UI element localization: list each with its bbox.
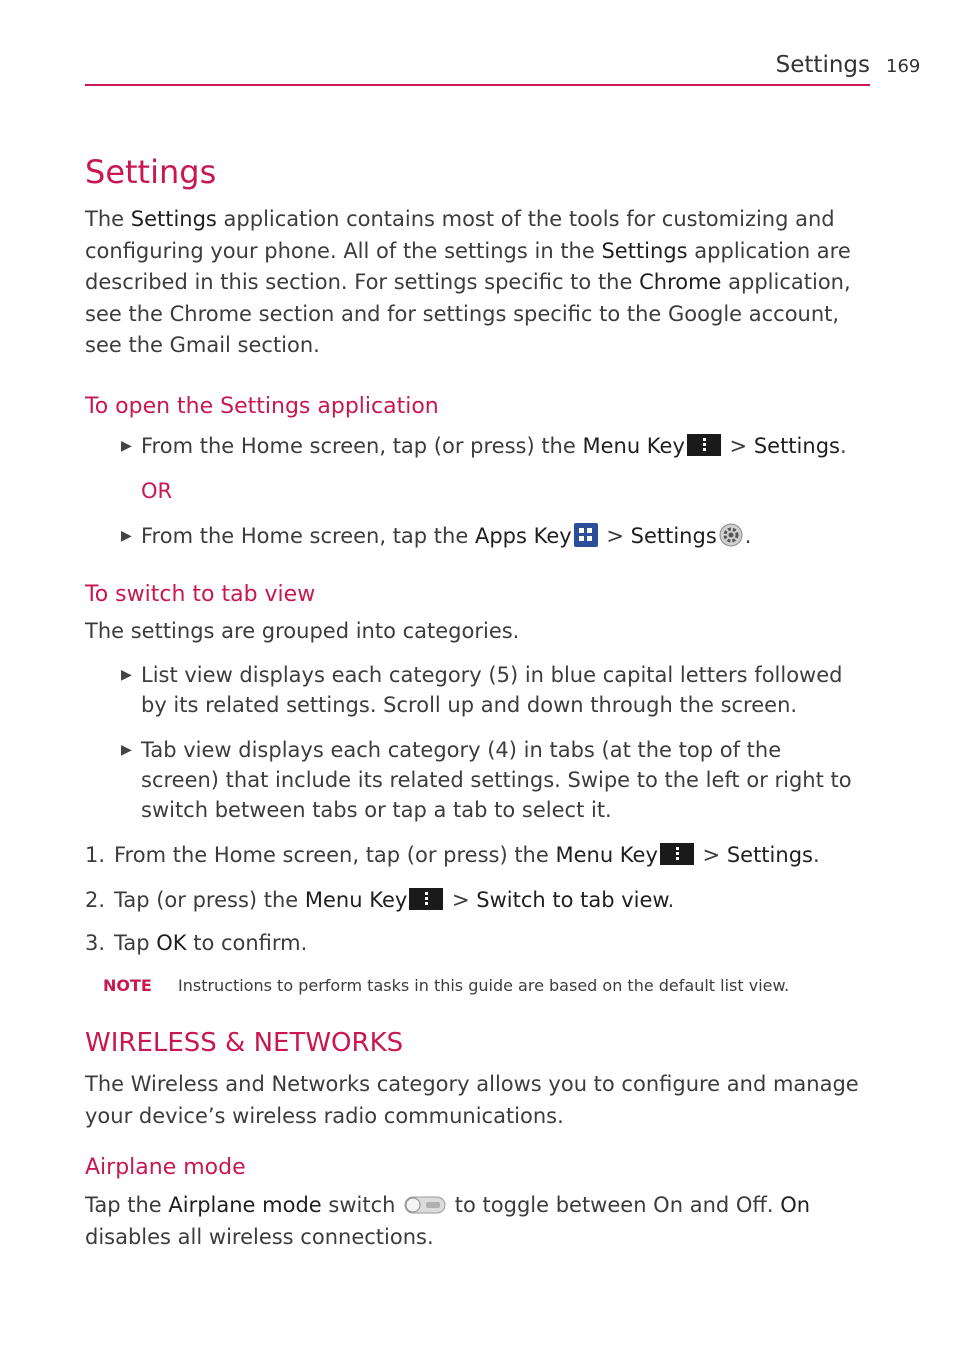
open-settings-bullet-1: ▶ From the Home screen, tap (or press) the Menu Key > Settings. bbox=[85, 431, 865, 461]
note bbox=[85, 975, 865, 997]
or-label: OR bbox=[141, 478, 173, 503]
toggle-switch-icon bbox=[404, 1196, 446, 1214]
page-content bbox=[85, 152, 865, 1253]
step-1: 1. From the Home screen, tap (or press) the Menu Key > Settings. bbox=[85, 843, 820, 867]
settings-gear-icon bbox=[719, 523, 743, 547]
tab-view-bullet-1: ▶ List view displays each category (5) in blue capital letters followed by its related settings. Scroll up and down through the screen. bbox=[85, 660, 865, 720]
note-label: NOTE bbox=[103, 976, 152, 995]
step-3: 3. Tap OK to confirm. bbox=[85, 931, 308, 955]
note-text: Instructions to perform tasks in this guide are based on the default list view. bbox=[178, 976, 790, 995]
airplane-paragraph: Tap the Airplane mode switch to toggle between On and Off. On disables all wireless connections. bbox=[85, 1193, 811, 1249]
menu-key-icon bbox=[660, 843, 694, 865]
tab-view-heading: To switch to tab view bbox=[85, 581, 316, 607]
airplane-heading: Airplane mode bbox=[85, 1155, 246, 1180]
step-2: 2. Tap (or press) the Menu Key > Switch to tab view. bbox=[85, 888, 675, 912]
bullet-arrow-icon: ▶ bbox=[121, 437, 132, 454]
menu-key-icon bbox=[409, 888, 443, 910]
wireless-heading: WIRELESS & NETWORKS bbox=[85, 1028, 404, 1058]
bullet-arrow-icon: ▶ bbox=[121, 742, 132, 758]
header-title: Settings bbox=[775, 52, 870, 78]
open-settings-bullet-2: ▶ From the Home screen, tap the Apps Key > Settings . bbox=[85, 521, 865, 551]
bullet-arrow-icon: ▶ bbox=[121, 527, 132, 544]
page-header bbox=[85, 50, 870, 86]
page-number: 169 bbox=[886, 56, 921, 77]
apps-key-icon bbox=[574, 523, 598, 547]
wireless-paragraph: The Wireless and Networks category allows you to configure and manage your device’s wireless radio communications. bbox=[85, 1072, 859, 1128]
page-title: Settings bbox=[85, 153, 217, 191]
open-settings-heading: To open the Settings application bbox=[85, 393, 439, 419]
bullet-arrow-icon: ▶ bbox=[121, 667, 132, 683]
tab-view-bullet-2: ▶ Tab view displays each category (4) in tabs (at the top of the screen) that include its related settings. Swipe to the left or right to switch between tabs or tap a tab to select it. bbox=[85, 735, 865, 825]
intro-paragraph: The Settings application contains most of the tools for customizing and configuring your phone. All of the settings in the Settings application are described in this section. For settings specific to the Chrome application, see the Chrome section and for settings specific to the Google account, see the Gmail section. bbox=[85, 207, 851, 357]
menu-key-icon bbox=[687, 434, 721, 456]
tab-view-intro: The settings are grouped into categories. bbox=[85, 618, 520, 643]
